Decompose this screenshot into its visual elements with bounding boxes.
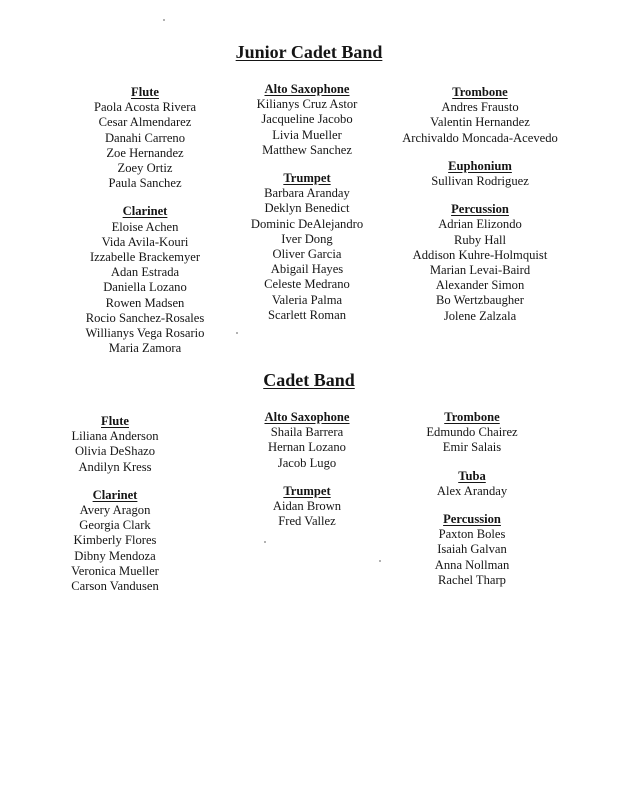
section-header-euphonium: Euphonium: [448, 158, 512, 173]
member-name: Emir Salais: [442, 440, 502, 455]
section-header-trombone: Trombone: [444, 410, 500, 424]
member-name: Liliana Anderson: [71, 429, 159, 444]
member-name: Isaiah Galvan: [437, 542, 507, 557]
section-header-trombone: Trombone: [452, 85, 508, 99]
member-name: Valentin Hernandez: [430, 115, 530, 130]
section-header-tuba: Tuba: [458, 468, 486, 483]
member-name: Cesar Almendarez: [98, 115, 192, 130]
member-name: Shaila Barrera: [270, 425, 344, 440]
member-name: Livia Mueller: [272, 127, 342, 142]
member-name: Georgia Clark: [79, 518, 151, 533]
member-name: Deklyn Benedict: [264, 201, 350, 216]
member-name: Vida Avila-Kouri: [101, 234, 189, 249]
section-alto-saxophone: [212, 82, 402, 158]
member-name: Abigail Hayes: [270, 262, 344, 277]
member-name: Dominic DeAlejandro: [250, 216, 364, 231]
member-name: Avery Aragon: [79, 503, 151, 518]
member-name: Celeste Medrano: [264, 277, 350, 292]
scan-speck: [163, 19, 165, 21]
member-name: Rowen Madsen: [105, 295, 185, 310]
member-name: Jacob Lugo: [277, 455, 337, 470]
member-name: Zoe Hernandez: [106, 145, 184, 160]
member-name: Sullivan Rodriguez: [431, 174, 529, 189]
member-name: Maria Zamora: [108, 341, 182, 356]
member-name: Rachel Tharp: [438, 572, 506, 587]
member-name: Scarlett Roman: [268, 307, 346, 322]
member-name: Veronica Mueller: [71, 563, 159, 578]
cadet-col-1: [40, 414, 190, 607]
section-trumpet: [212, 484, 402, 530]
member-name: Archivaldo Moncada-Acevedo: [402, 130, 558, 145]
member-name: Jacqueline Jacobo: [261, 112, 353, 127]
member-name: Dibny Mendoza: [74, 548, 156, 563]
section-header-clarinet: Clarinet: [122, 204, 168, 219]
section-clarinet: [40, 488, 190, 594]
member-name: Adan Estrada: [110, 265, 180, 280]
section-header-alto-saxophone: Alto Saxophone: [264, 82, 350, 96]
member-name: Adrian Elizondo: [438, 217, 522, 232]
section-euphonium: [380, 159, 580, 189]
member-name: Rocio Sanchez-Rosales: [85, 310, 205, 325]
member-name: Daniella Lozano: [103, 280, 187, 295]
member-name: Anna Nollman: [434, 557, 510, 572]
member-name: Ruby Hall: [453, 232, 507, 247]
section-header-trumpet: Trumpet: [283, 171, 331, 186]
section-header-alto-saxophone: Alto Saxophone: [264, 410, 350, 424]
member-name: Iver Dong: [281, 231, 333, 246]
section-header-flute: Flute: [101, 414, 129, 428]
member-name: Izzabelle Brackemyer: [89, 250, 201, 265]
member-name: Paxton Boles: [438, 527, 506, 542]
member-name: Fred Vallez: [278, 514, 336, 529]
scan-speck: [236, 332, 238, 334]
member-name: Danahi Carreno: [104, 130, 186, 145]
member-name: Hernan Lozano: [268, 440, 346, 455]
scan-speck: [379, 560, 381, 562]
member-name: Kimberly Flores: [73, 533, 157, 548]
member-name: Barbara Aranday: [264, 186, 350, 201]
member-name: Andres Frausto: [441, 100, 519, 115]
member-name: Bo Wertzbaugher: [436, 293, 524, 308]
member-name: Carson Vandusen: [71, 579, 159, 594]
section-trombone: [402, 410, 542, 456]
band-title-cadet: Cadet Band: [263, 370, 355, 390]
band-title-junior-cadet: Junior Cadet Band: [235, 42, 383, 62]
member-name: Paula Sanchez: [108, 176, 182, 191]
section-trumpet: [212, 171, 402, 323]
section-percussion: [380, 202, 580, 324]
junior-col-2: [212, 82, 402, 336]
cadet-col-2: [212, 410, 402, 542]
member-name: Aidan Brown: [272, 499, 342, 514]
member-name: Valeria Palma: [271, 292, 343, 307]
section-alto-saxophone: [212, 410, 402, 471]
section-header-percussion: Percussion: [443, 512, 501, 527]
member-name: Zoey Ortiz: [117, 161, 173, 176]
cadet-col-3: [402, 410, 542, 601]
section-percussion: [402, 512, 542, 588]
section-header-clarinet: Clarinet: [92, 487, 138, 502]
section-flute: [40, 414, 190, 475]
section-header-trumpet: Trumpet: [283, 483, 331, 498]
member-name: Paola Acosta Rivera: [93, 100, 197, 115]
member-name: Alex Aranday: [436, 483, 508, 498]
junior-col-3: [380, 85, 580, 337]
member-name: Olivia DeShazo: [74, 444, 156, 459]
member-name: Eloise Achen: [111, 219, 179, 234]
member-name: Matthew Sanchez: [262, 142, 352, 157]
scan-speck: [264, 541, 266, 543]
member-name: Addison Kuhre-Holmquist: [412, 247, 548, 262]
member-name: Kilianys Cruz Astor: [256, 97, 358, 112]
member-name: Oliver Garcia: [272, 247, 342, 262]
member-name: Willianys Vega Rosario: [85, 326, 205, 341]
member-name: Alexander Simon: [435, 278, 525, 293]
section-trombone: [380, 85, 580, 146]
section-tuba: [402, 469, 542, 499]
member-name: Andilyn Kress: [78, 459, 152, 474]
member-name: Edmundo Chairez: [426, 425, 518, 440]
member-name: Jolene Zalzala: [443, 308, 517, 323]
section-header-percussion: Percussion: [451, 202, 509, 217]
section-header-flute: Flute: [131, 85, 159, 99]
member-name: Marian Levai-Baird: [429, 263, 531, 278]
